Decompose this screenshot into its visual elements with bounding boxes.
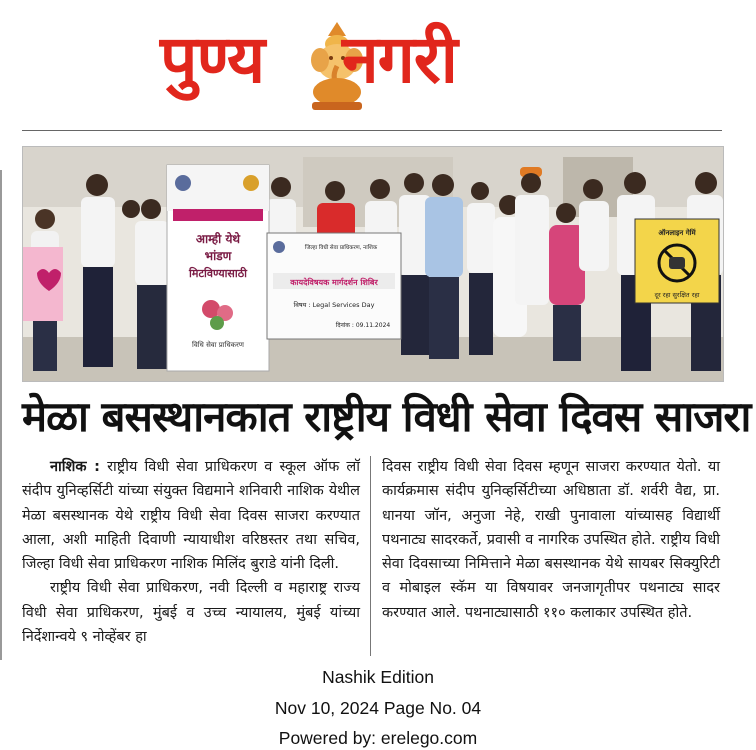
event-banner [267,233,401,339]
margin-rule [0,170,2,660]
standee-line-1: आम्ही येथे [195,232,241,246]
article-paragraph-1-text: राष्ट्रीय विधी सेवा प्राधिकरण व स्कूल ऑफ लॉ संदीप युनिव्हर्सिटी यांच्या संयुक्त विद्यमाने शनिवारी नाशिक येथील मेळा बसस्थानक येथे राष्ट्रीय विधी सेवा दिवस साजरा करण्यात आला, अशी माहिती दिवाणी न्यायाधीश वरिष्ठस्तर तथा सचिव, जिल्हा विधी सेवा प्राधिकरण नाशिक मिलिंद बुराडे यांनी दिली. [22,459,360,573]
article-column-right [382,455,720,625]
yellow-poster [635,219,719,303]
standee-line-2: भांडण [204,249,232,263]
masthead-title-left: पुण्य [160,21,265,98]
poster-top: ऑनलाइन गेमिं [658,229,696,237]
banner-header: जिल्हा विधी सेवा प्राधिकरण, नाशिक [304,245,378,251]
column-divider [370,456,371,656]
standee-footer: विधि सेवा प्राधिकरण [192,341,244,349]
poster-bottom: दूर रहा सुरक्षित रहा [654,291,700,299]
powered-by-label: Powered by: erelego.com [278,728,478,748]
article-paragraph-2: राष्ट्रीय विधी सेवा प्राधिकरण, नवी दिल्ली व महाराष्ट्र राज्य विधी सेवा प्राधिकरण, मुंबई व उच्च न्यायालय, मुंबई यांच्या निर्देशान्वये ९ नोव्हेंबर हा [22,580,360,646]
banner-title: कायदेविषयक मार्गदर्शन शिबिर [290,278,378,287]
masthead-title-right: नगरी [342,21,457,98]
article-paragraph-3: दिवस राष्ट्रीय विधी सेवा दिवस म्हणून साजरा करण्यात येतो. या कार्यक्रमास संदीप युनिव्हर्सिटीच्या अधिष्ठाता डॉ. शर्वरी वैद्य, प्रा. धानया जॉन, अनुजा नेहे, राखी पुनावाला यांच्यासह विद्यार्थी पथनाट्य सादरकर्ते, प्रवासी व नागरिक उपस्थित होते. राष्ट्रीय विधी सेवा दिवसाच्या निमित्ताने मेळा बसस्थानक येथे सायबर सिक्युरिटी व मोबाइल स्कॅम या विषयावर जनजागृतीपर पथनाट्य सादर करण्यात आले. पथनाट्यासाठी ११० कलाकार उपस्थित होते. [382,459,720,621]
masthead [0,0,756,125]
standee-line-3: मिटविण्यासाठी [189,267,247,280]
article-column-left [22,455,360,649]
article-paragraph-1 [22,455,360,576]
headline: मेळा बसस्थानकात राष्ट्रीय विधी सेवा दिवस साजरा [22,392,751,441]
photo-illustration [23,147,723,381]
masthead-rule [22,130,722,131]
date-page-label: Nov 10, 2024 Page No. 04 [274,698,482,718]
dateline: नाशिक : [50,459,100,475]
banner-date: दिनांक : 09.11.2024 [335,322,391,329]
news-photo [22,146,724,382]
banner-subject: विषय : Legal Services Day [293,301,375,309]
edition-label: Nashik Edition [322,667,434,687]
standee [167,165,269,371]
